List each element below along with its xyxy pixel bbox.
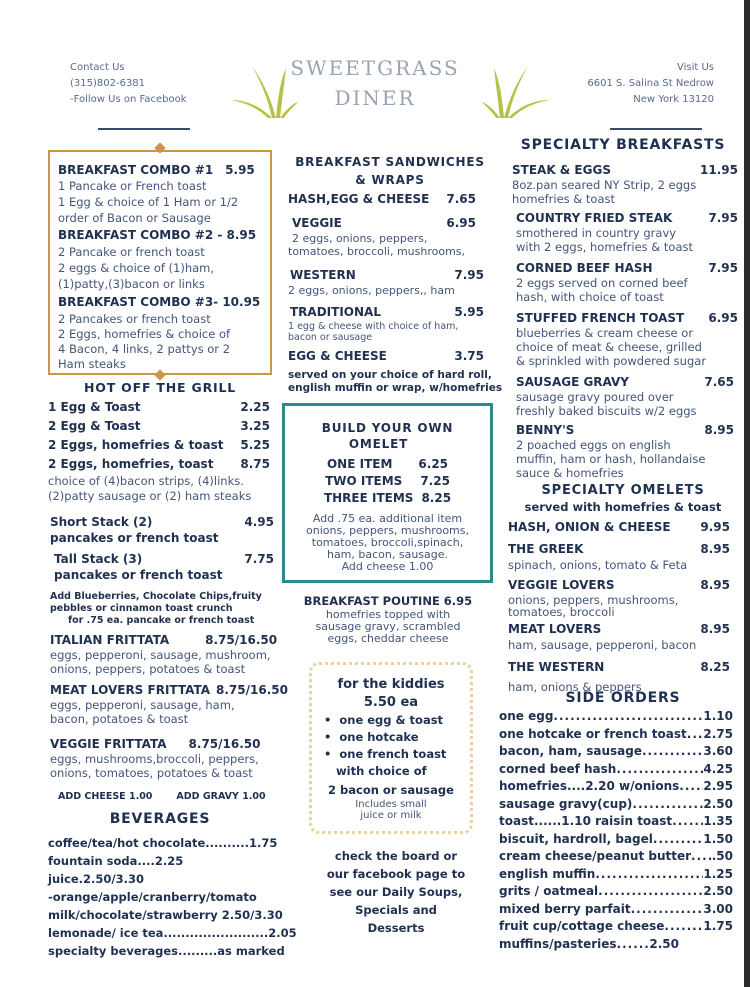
combo3-d3: 4 Bacon, 4 links, 2 pattys or 2	[58, 342, 231, 356]
sandwich-note1: served on your choice of hard roll,	[288, 369, 492, 381]
cfs-d1: smothered in country gravy	[516, 226, 677, 240]
specialty-title: SPECIALTY BREAKFASTS	[520, 137, 726, 153]
sg-name: SAUSAGE GRAVY	[516, 375, 629, 389]
poutine-d2: sausage gravy, scrambled	[315, 620, 461, 633]
steak-price: 11.95	[700, 163, 738, 177]
spec-omelets-title: SPECIALTY OMELETS served with homefries & toast	[524, 483, 722, 514]
veggie-frittata-d2: onions, tomatoes, potatoes & toast	[50, 766, 253, 780]
meat-frittata-d1: eggs, pepperoni, sausage, ham,	[50, 698, 235, 712]
western-om-d1: ham, onions & peppers	[508, 680, 642, 694]
greek-name: THE GREEK	[508, 542, 584, 556]
omelet-d5: Add cheese 1.00	[341, 560, 434, 573]
combo-list	[58, 162, 270, 372]
board-l2: our facebook page to	[326, 867, 466, 881]
meat-om-d1: ham, sausage, pepperoni, bacon	[508, 638, 697, 652]
sides-title: SIDE ORDERS	[565, 690, 681, 706]
visit-title: Visit Us	[676, 62, 714, 73]
omelet-title2: OMELET	[348, 437, 409, 451]
visit-address2: New York 13120	[633, 94, 714, 105]
side-item: grits / oatmeal ..... 2.50	[499, 883, 733, 901]
combo2-d2: 2 eggs & choice of (1)ham,	[58, 261, 215, 275]
kiddies-title: for the kiddies	[337, 677, 445, 692]
short-stack-name: Short Stack (2)	[50, 515, 153, 529]
side-item: bacon, ham, sausage ..... 3.60	[499, 743, 733, 761]
meat-frittata-name: MEAT LOVERS FRITTATA	[50, 683, 211, 697]
sg-d2: freshly baked biscuits w/2 eggs	[516, 404, 697, 418]
beverage-line: specialty beverages.........as marked	[48, 944, 285, 958]
kiddies-inc1: Includes small	[355, 799, 427, 810]
grill-item: 2 Eggs, homefries, toast 8.75	[48, 457, 270, 471]
omelet-item: TWO ITEMS 7.25	[325, 474, 450, 488]
omelet-d3: tomatoes, broccoli,spinach,	[311, 536, 464, 549]
grill-note2: (2)patty sausage or (2) ham steaks	[48, 489, 252, 503]
add-gravy: ADD GRAVY 1.00	[176, 791, 266, 802]
kiddie-item: • one french toast	[324, 747, 447, 761]
side-item: one egg ..... 1.10	[499, 708, 733, 726]
addon-line1: Add Blueberries, Chocolate Chips,fruity	[50, 591, 262, 602]
greek-price: 8.95	[700, 542, 730, 556]
board-l4: Specials and	[355, 903, 437, 917]
side-item: toast......1.10 raisin toast ..... 1.35	[499, 813, 733, 831]
sg-price: 7.65	[704, 375, 734, 389]
side-item: sausage gravy(cup) ..... 2.50	[499, 796, 733, 814]
tall-stack-name: Tall Stack (3)	[54, 552, 143, 566]
add-cheese: ADD CHEESE 1.00	[58, 791, 153, 802]
veggie-sand-d1: 2 eggs, onions, peppers,	[292, 232, 428, 245]
combo3-d1: 2 Pancakes or french toast	[58, 312, 211, 326]
divider-right	[610, 128, 702, 130]
meat-frittata-d2: bacon, potatoes & toast	[50, 712, 189, 726]
meat-frittata-price: 8.75/16.50	[216, 683, 288, 697]
greek-d1: spinach, onions, tomato & Feta	[508, 558, 688, 572]
sft-d3: & sprinkled with powdered sugar	[516, 354, 707, 368]
steak-name: STEAK & EGGS	[512, 163, 611, 177]
traditional-d1: 1 egg & cheese with choice of ham,	[288, 321, 459, 332]
combo1-d1: 1 Pancake or French toast	[58, 179, 207, 193]
sandwiches-list	[288, 190, 503, 395]
western-sand-name: WESTERN	[290, 268, 356, 282]
divider-left	[98, 128, 190, 130]
western-sand-price: 7.95	[454, 268, 484, 282]
beverage-line: -orange/apple/cranberry/tomato	[48, 890, 257, 904]
cbh-d2: hash, with choice of toast	[516, 290, 664, 304]
logo-line1: SWEETGRASS	[290, 56, 460, 80]
sft-d1: blueberries & cream cheese or	[516, 326, 694, 340]
benny-d2: muffin, ham or hash, hollandaise	[516, 452, 706, 466]
beverages-list	[48, 834, 323, 960]
steak-d1: 8oz.pan seared NY Strip, 2 eggs	[512, 178, 697, 192]
poutine-name: BREAKFAST POUTINE 6.95	[303, 594, 473, 608]
grill-title: HOT OFF THE GRILL	[84, 380, 236, 395]
italian-price: 8.75/16.50	[205, 633, 278, 647]
combo3-name: BREAKFAST COMBO #3- 10.95	[58, 295, 261, 309]
kiddies-inc2: juice or milk	[360, 810, 422, 821]
side-item: fruit cup/cottage cheese ..... 1.75	[499, 918, 733, 936]
omelet-d2: onions, peppers, mushrooms,	[306, 524, 469, 537]
logo-line2: DINER	[334, 86, 416, 110]
hoc-price: 9.95	[700, 520, 730, 534]
veggie-sand-name: VEGGIE	[292, 216, 342, 230]
meat-om-name: MEAT LOVERS	[508, 622, 602, 636]
cbh-d1: 2 eggs served on corned beef	[516, 276, 688, 290]
combo1-price: 5.95	[225, 163, 255, 177]
grill-note1: choice of (4)bacon strips, (4)links.	[48, 474, 244, 488]
grill-item: 1 Egg & Toast 2.25	[48, 400, 270, 414]
beverage-line: milk/chocolate/strawberry 2.50/3.30	[48, 908, 283, 922]
hec-name: HASH,EGG & CHEESE	[288, 192, 430, 206]
sft-name: STUFFED FRENCH TOAST	[516, 311, 685, 325]
western-sand-d1: 2 eggs, onions, peppers,, ham	[288, 284, 455, 297]
side-item: one hotcake or french toast ..... 2.75	[499, 726, 733, 744]
side-item: mixed berry parfait ..... 3.00	[499, 901, 733, 919]
side-item: cream cheese/peanut butter ..... .50	[499, 848, 733, 866]
grill-list	[48, 398, 270, 504]
benny-d1: 2 poached eggs on english	[516, 438, 671, 452]
short-stack-desc: pancakes or french toast	[50, 531, 219, 545]
traditional-name: TRADITIONAL	[290, 305, 381, 319]
italian-d2: onions, peppers, potatoes & toast	[50, 662, 246, 676]
omelet-content	[285, 420, 490, 573]
kiddies-content	[314, 676, 468, 821]
poutine	[288, 593, 488, 645]
sft-price: 6.95	[708, 311, 738, 325]
veggie-frittata-d1: eggs, mushrooms,broccoli, peppers,	[50, 752, 259, 766]
kiddie-item: • one hotcake	[324, 730, 419, 744]
veggie-om-price: 8.95	[700, 578, 730, 592]
beverage-line: lemonade/ ice tea........................2.05	[48, 926, 297, 940]
italian-d1: eggs, pepperoni, sausage, mushroom,	[50, 648, 271, 662]
cbh-price: 7.95	[708, 261, 738, 275]
beverages-title: BEVERAGES	[109, 811, 211, 827]
kiddies-price: 5.50 ea	[363, 695, 419, 710]
western-om-name: THE WESTERN	[508, 660, 605, 674]
short-stack-price: 4.95	[244, 515, 274, 529]
side-item: corned beef hash ..... 4.25	[499, 761, 733, 779]
sandwich-note2: english muffin or wrap, w/homefries	[288, 382, 503, 394]
veggie-sand-price: 6.95	[446, 216, 476, 230]
grill-item: 2 Egg & Toast 3.25	[48, 419, 270, 433]
board-l3: see our Daily Soups,	[329, 885, 463, 899]
beverage-line: coffee/tea/hot chocolate..........1.75	[48, 836, 278, 850]
board-l5: Desserts	[367, 921, 425, 935]
poutine-d1: homefries topped with	[325, 608, 451, 621]
traditional-d2: bacon or sausage	[288, 332, 373, 343]
omelet-item: THREE ITEMS 8.25	[323, 491, 452, 505]
contact-facebook: -Follow Us on Facebook	[70, 94, 187, 105]
hoc-name: HASH, ONION & CHEESE	[508, 520, 671, 534]
specialty-list	[512, 162, 738, 480]
visit-address1: 6601 S. Salina St Nedrow	[587, 78, 714, 89]
sides-list	[499, 708, 733, 953]
tall-stack-price: 7.75	[244, 552, 274, 566]
spec-omelets-list	[508, 518, 730, 694]
frittatas	[50, 632, 300, 804]
board-l1: check the board or	[334, 849, 458, 863]
kiddies-meat: 2 bacon or sausage	[328, 783, 454, 797]
grill-item: 2 Eggs, homefries & toast 5.25	[48, 438, 270, 452]
eggcheese-price: 3.75	[454, 349, 484, 363]
contact-block	[70, 60, 240, 108]
combo3-d2: 2 Eggs, homefries & choice of	[58, 327, 231, 341]
beverage-line: fountain soda....2.25	[48, 854, 184, 868]
steak-d2: homefries & toast	[512, 192, 616, 206]
combo2-d3: (1)patty,(3)bacon or links	[58, 277, 205, 291]
combo3-d4: Ham steaks	[58, 357, 126, 371]
combo2-name: BREAKFAST COMBO #2 - 8.95	[58, 228, 257, 242]
combo2-d1: 2 Pancake or french toast	[58, 245, 205, 259]
poutine-d3: eggs, cheddar cheese	[327, 632, 449, 645]
contact-phone: (315)802-6381	[70, 78, 146, 89]
visit-block	[540, 60, 714, 108]
combo1-name: BREAKFAST COMBO #1	[58, 163, 214, 177]
cfs-name: COUNTRY FRIED STEAK	[516, 211, 673, 225]
meat-om-price: 8.95	[700, 622, 730, 636]
cfs-d2: with 2 eggs, homefries & toast	[516, 240, 694, 254]
board-note	[310, 847, 482, 937]
logo	[290, 54, 460, 114]
veggie-frittata-name: VEGGIE FRITTATA	[50, 737, 167, 751]
benny-d3: sauce & homefries	[516, 466, 624, 480]
western-om-price: 8.25	[700, 660, 730, 674]
combo1-d3: order of Bacon or Sausage	[58, 211, 211, 225]
tall-stack-desc: pancakes or french toast	[54, 568, 223, 582]
benny-price: 8.95	[704, 423, 734, 437]
kiddies-choice: with choice of	[336, 764, 427, 778]
side-item: biscuit, hardroll, bagel ..... 1.50	[499, 831, 733, 849]
beverage-line: juice.2.50/3.30	[48, 872, 145, 886]
addon-line3: for .75 ea. pancake or french toast	[68, 615, 255, 626]
kiddie-item: • one egg & toast	[324, 713, 444, 727]
veggie-frittata-price: 8.75/16.50	[188, 737, 261, 751]
italian-name: ITALIAN FRITTATA	[50, 633, 170, 647]
benny-name: BENNY'S	[516, 423, 575, 437]
side-item: muffins/pasteries ..... 2.50	[499, 936, 679, 954]
eggcheese-name: EGG & CHEESE	[288, 349, 387, 363]
side-item: english muffin ..... 1.25	[499, 866, 733, 884]
cbh-name: CORNED BEEF HASH	[516, 261, 653, 275]
grass-right-icon	[480, 62, 552, 120]
stacks	[50, 514, 274, 627]
side-item: homefries....2.20 w/onions ..... 2.95	[499, 778, 733, 796]
cfs-price: 7.95	[708, 211, 738, 225]
traditional-price: 5.95	[454, 305, 484, 319]
veggie-om-d2: tomatoes, broccoli	[508, 605, 615, 619]
veggie-om-d1: onions, peppers, mushrooms,	[508, 593, 679, 607]
contact-title: Contact Us	[70, 62, 125, 73]
sandwiches-title: BREAKFAST SANDWICHES & WRAPS	[295, 155, 485, 187]
omelet-title1: BUILD YOUR OWN	[321, 421, 454, 435]
hec-price: 7.65	[446, 192, 476, 206]
omelet-item: ONE ITEM 6.25	[326, 457, 449, 471]
omelet-d1: Add .75 ea. additional item	[312, 512, 463, 525]
sg-d1: sausage gravy poured over	[516, 390, 674, 404]
veggie-sand-d2: tomatoes, broccoli, mushrooms,	[288, 245, 466, 258]
sft-d2: choice of meat & cheese, grilled	[516, 340, 702, 354]
page-edge	[744, 0, 750, 987]
addon-line2: pebbles or cinnamon toast crunch	[50, 603, 233, 614]
veggie-om-name: VEGGIE LOVERS	[508, 578, 615, 592]
omelet-d4: ham, bacon, sausage.	[326, 548, 449, 561]
combo1-d2: 1 Egg & choice of 1 Ham or 1/2	[58, 195, 239, 209]
